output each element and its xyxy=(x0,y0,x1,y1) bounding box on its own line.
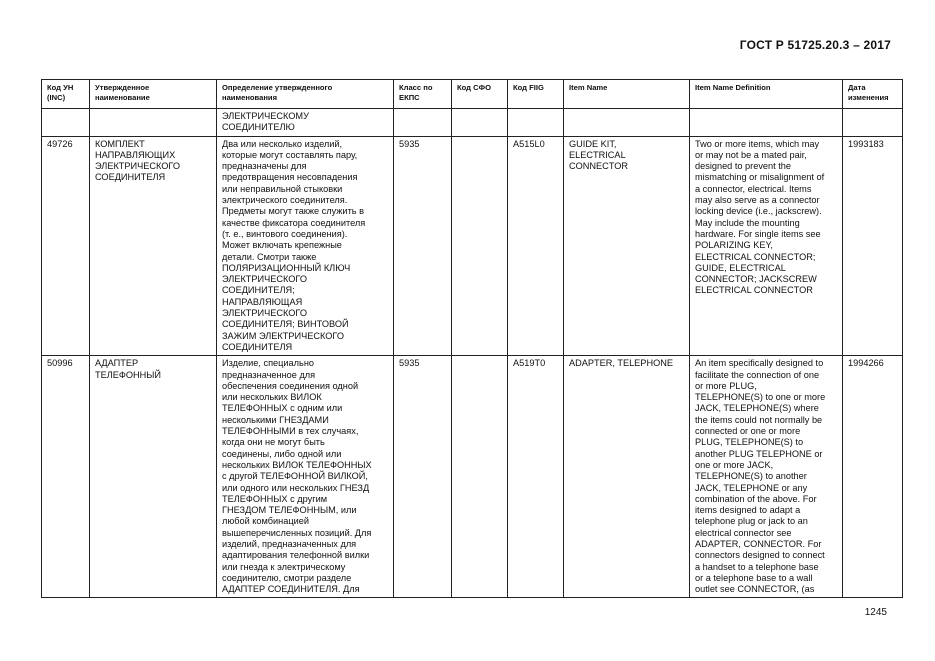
cell-ekps: 5935 xyxy=(394,356,452,598)
col-header-ekps: Класс по ЕКПС xyxy=(394,80,452,109)
cell-inc: 50996 xyxy=(42,356,90,598)
cell-name: АДАПТЕР ТЕЛЕФОННЫЙ xyxy=(90,356,217,598)
cell-item-def: Two or more items, which may or may not be a mated pair, designed to prevent the mismatching or misalignment of a connector, electrical. Items may also serve as a connector locking device (i.e., jackscrew). May include the mounting hardware. For single items see POLARIZING KEY, ELECTRICAL CONNECTOR; GUIDE, ELECTRICAL CONNECTOR; JACKSCREW ELECTRICAL CONNECTOR xyxy=(690,136,843,356)
cell-ekps: 5935 xyxy=(394,136,452,356)
col-header-item-name: Item Name xyxy=(564,80,690,109)
col-header-name: Утвержденное наименование xyxy=(90,80,217,109)
cell-sfo xyxy=(452,136,508,356)
col-header-definition: Определение утвержденного наименования xyxy=(217,80,394,109)
page-number: 1245 xyxy=(864,607,887,618)
cell-name: КОМПЛЕКТ НАПРАВЛЯЮЩИХ ЭЛЕКТРИЧЕСКОГО СОЕДИНИТЕЛЯ xyxy=(90,136,217,356)
cell-definition: ЭЛЕКТРИЧЕСКОМУ СОЕДИНИТЕЛЮ xyxy=(217,109,394,137)
cell-ekps xyxy=(394,109,452,137)
cell-date: 1993183 xyxy=(843,136,903,356)
col-header-sfo: Код СФО xyxy=(452,80,508,109)
cell-sfo xyxy=(452,109,508,137)
cell-fiig xyxy=(508,109,564,137)
cell-item-def xyxy=(690,109,843,137)
catalog-table xyxy=(41,79,903,598)
document-header: ГОСТ Р 51725.20.3 – 2017 xyxy=(739,38,891,52)
col-header-fiig: Код FIIG xyxy=(508,80,564,109)
col-header-inc: Код УН (INC) xyxy=(42,80,90,109)
cell-date: 1994266 xyxy=(843,356,903,598)
table-row xyxy=(42,136,903,356)
cell-item-name: ADAPTER, TELEPHONE xyxy=(564,356,690,598)
cell-definition: Два или несколько изделий, которые могут составлять пару, предназначены для предотвращения несовпадения или неправильной стыковки электрического соединителя. Предметы могут также служить в качестве фиксатора соединителя (т. е., винтового соединения). Может включать крепежные детали. Смотри также ПОЛЯРИЗАЦИОННЫЙ КЛЮЧ ЭЛЕКТРИЧЕСКОГО СОЕДИНИТЕЛЯ; НАПРАВЛЯЮЩАЯ ЭЛЕКТРИЧЕСКОГО СОЕДИНИТЕЛЯ; ВИНТОВОЙ ЗАЖИМ ЭЛЕКТРИЧЕСКОГО СОЕДИНИТЕЛЯ xyxy=(217,136,394,356)
col-header-date: Дата изменения xyxy=(843,80,903,109)
cell-fiig: A515L0 xyxy=(508,136,564,356)
cell-name xyxy=(90,109,217,137)
col-header-item-def: Item Name Definition xyxy=(690,80,843,109)
cell-item-name: GUIDE KIT, ELECTRICAL CONNECTOR xyxy=(564,136,690,356)
table-row xyxy=(42,356,903,598)
cell-item-name xyxy=(564,109,690,137)
cell-item-def: An item specifically designed to facilitate the connection of one or more PLUG, TELEPHONE(S) to one or more JACK, TELEPHONE(S) where the items could not normally be connected or one or more PLUG, TELEPHONE(S) to another PLUG TELEPHONE or one or more JACK, TELEPHONE(S) to another JACK, TELEPHONE or any combination of the above. For items designed to adapt a telephone plug or jack to an electrical connector see ADAPTER, CONNECTOR. For connectors designed to connect a handset to a telephone base or a telephone base to a wall outlet see CONNECTOR, (as xyxy=(690,356,843,598)
cell-date xyxy=(843,109,903,137)
cell-definition: Изделие, специально предназначенное для обеспечения соединения одной или нескольких ВИЛОК ТЕЛЕФОННЫХ с одним или несколькими ГНЕЗДАМИ ТЕЛЕФОННЫМИ в тех случаях, когда они не могут быть соединены, либо одной или нескольких ВИЛОК ТЕЛЕФОННЫХ с другой ТЕЛЕФОННОЙ ВИЛКОЙ, или одного или нескольких ГНЕЗД ТЕЛЕФОННЫХ с другим ГНЕЗДОМ ТЕЛЕФОННЫМ, или любой комбинацией вышеперечисленных позиций. Для изделий, предназначенных для адаптирования телефонной вилки или гнезда к электрическому соединителю, смотри разделе АДАПТЕР СОЕДИНИТЕЛЯ. Для xyxy=(217,356,394,598)
cell-inc xyxy=(42,109,90,137)
table-header xyxy=(42,80,903,109)
table-row-continuation xyxy=(42,109,903,137)
cell-sfo xyxy=(452,356,508,598)
cell-inc: 49726 xyxy=(42,136,90,356)
cell-fiig: A519T0 xyxy=(508,356,564,598)
